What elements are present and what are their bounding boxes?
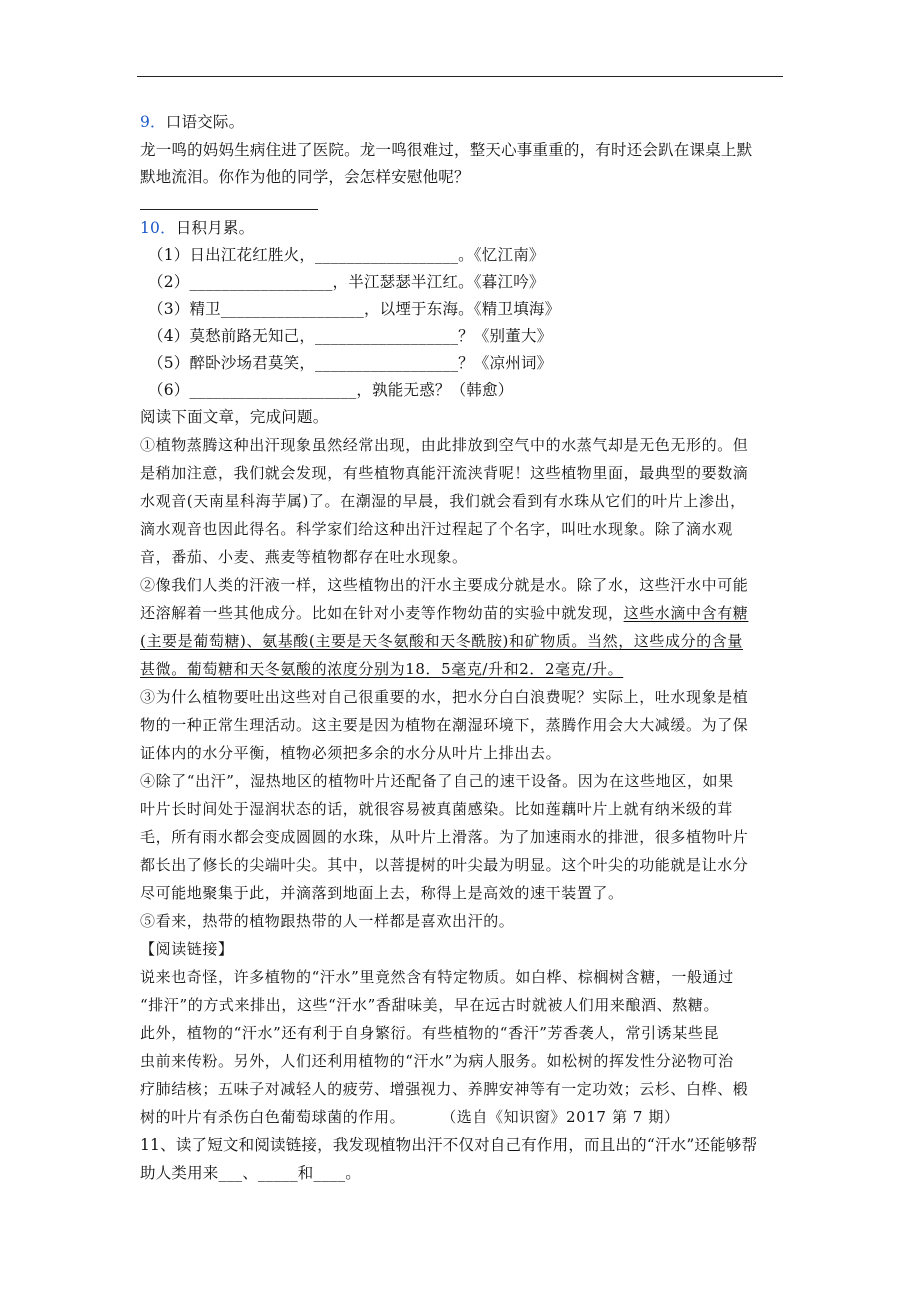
- passage-p2-line: [140, 604, 790, 622]
- header-rule: [137, 76, 783, 77]
- reading-link-line: 虫前来传粉。另外，人们还利用植物的“汗水”为病人服务。如松树的挥发性分泌物可治: [140, 1052, 734, 1070]
- q10-item: （3）精卫__________________，以堙于东海。《精卫填海》: [148, 300, 561, 318]
- passage-p1-line: ①植物蒸腾这种出汗现象虽然经常出现，由此排放到空气中的水蒸气却是无色无形的。但: [140, 436, 749, 454]
- q10-title: 日积月累。: [175, 219, 255, 237]
- q10-item: （2）__________________，半江瑟瑟半江红。《暮江吟》: [148, 273, 545, 291]
- reading-link-line: 此外，植物的“汗水”还有利于自身繁衍。有些植物的“香汗”芳香袭人，常引诱某些昆: [140, 1024, 720, 1042]
- q9-heading: [140, 113, 790, 131]
- passage-p1-line: 是稍加注意，我们就会发现，有些植物真能汗流浃背呢！这些植物里面，最典型的要数滴: [140, 464, 749, 482]
- source-citation: （选自《知识窗》2017 第 7 期）: [441, 1108, 680, 1126]
- passage-p2-plain: 还溶解着一些其他成分。比如在针对小麦等作物幼苗的实验中就发现，: [140, 604, 624, 622]
- passage-p5: ⑤看来，热带的植物跟热带的人一样都是喜欢出汗的。: [140, 912, 515, 930]
- q11-line-2: 助人类用来___、_____和____。: [140, 1164, 362, 1182]
- q9-answer-line: [140, 209, 318, 210]
- passage-p1-line: 音，番茄、小麦、燕麦等植物都存在吐水现象。: [140, 548, 468, 566]
- q10-item: （4）莫愁前路无知己，__________________？《别董大》: [148, 327, 553, 345]
- passage-p4-line: ④除了“出汗”，湿热地区的植物叶片还配备了自己的速干设备。因为在这些地区，如果: [140, 772, 734, 790]
- passage-p1-line: 滴水观音也因此得名。科学家们给这种出汗过程起了个名字，叫吐水现象。除了滴水观: [140, 520, 733, 538]
- q10-heading: [140, 219, 790, 237]
- passage-p2-line: ②像我们人类的汗液一样，这些植物出的汗水主要成分就是水。除了水，这些汗水中可能: [140, 576, 749, 594]
- passage-p4-line: 尽可能地聚集于此，并滴落到地面上去，称得上是高效的速干装置了。: [140, 884, 624, 902]
- passage-p4-line: 叶片长时间处于湿润状态的话，就很容易被真菌感染。比如莲藕叶片上就有纳米级的茸: [140, 800, 733, 818]
- passage-p2-line: [140, 660, 790, 678]
- q11-line-1: 11、读了短文和阅读链接，我发现植物出汗不仅对自己有作用，而且出的“汗水”还能够帮: [140, 1136, 758, 1154]
- passage-p4-line: 毛，所有雨水都会变成圆圆的水珠，从叶片上滑落。为了加速雨水的排泄，很多植物叶片: [140, 828, 749, 846]
- passage-p2-underlined: 甚微。葡萄糖和天冬氨酸的浓度分别为18．5毫克/升和2．2毫克/升。: [140, 660, 624, 678]
- passage-p3-line: 证体内的水分平衡，植物必须把多余的水分从叶片上排出去。: [140, 744, 562, 762]
- passage-p3-line: 物的一种正常生理活动。这主要是因为植物在潮湿环境下，蒸腾作用会大大减缓。为了保: [140, 716, 749, 734]
- reading-link-line: [140, 1108, 790, 1126]
- q10-item: （1）日出江花红胜火，__________________。《忆江南》: [148, 246, 545, 264]
- q9-body-line-2: 默地流泪。你作为他的同学，会怎样安慰他呢？: [140, 168, 470, 186]
- passage-intro: 阅读下面文章，完成问题。: [140, 408, 329, 426]
- reading-link-heading: 【阅读链接】: [140, 940, 234, 958]
- passage-p2-underlined: (主要是葡萄糖)、氨基酸(主要是天冬氨酸和天冬酰胺)和矿物质。当然，这些成分的含量: [140, 632, 744, 650]
- passage-p2-underlined: 这些水滴中含有糖: [623, 604, 749, 622]
- reading-link-last: 树的叶片有杀伤白色葡萄球菌的作用。: [140, 1108, 406, 1126]
- q10-item: （5）醉卧沙场君莫笑，__________________？《凉州词》: [148, 354, 553, 372]
- passage-p2-line: [140, 632, 790, 650]
- reading-link-line: 说来也奇怪，许多植物的“汗水”里竟然含有特定物质。如白桦、棕榈树含糖，一般通过: [140, 968, 734, 986]
- q10-item: （6）_____________________，孰能无惑？（韩愈）: [148, 381, 514, 399]
- reading-link-line: 疗肺结核；五味子对减轻人的疲劳、增强视力、养脾安神等有一定功效；云杉、白桦、椴: [140, 1080, 749, 1098]
- q9-number: 9．: [140, 113, 166, 131]
- passage-p3-line: ③为什么植物要吐出这些对自己很重要的水，把水分白白浪费呢？实际上，吐水现象是植: [140, 688, 749, 706]
- passage-p4-line: 都长出了修长的尖端叶尖。其中，以菩提树的叶尖最为明显。这个叶尖的功能就是让水分: [140, 856, 749, 874]
- q10-number: 10．: [140, 219, 176, 237]
- reading-link-line: “排汗”的方式来排出，这些“汗水”香甜味美，早在远古时就被人们用来酿酒、熬糖。: [140, 996, 720, 1014]
- q9-title: 口语交际。: [165, 113, 245, 131]
- q9-body-line-1: 龙一鸣的妈妈生病住进了医院。龙一鸣很难过，整天心事重重的，有时还会趴在课桌上默: [140, 141, 753, 159]
- passage-p1-line: 水观音(天南星科海芋属)了。在潮湿的早晨，我们就会看到有水珠从它们的叶片上渗出，: [140, 492, 746, 510]
